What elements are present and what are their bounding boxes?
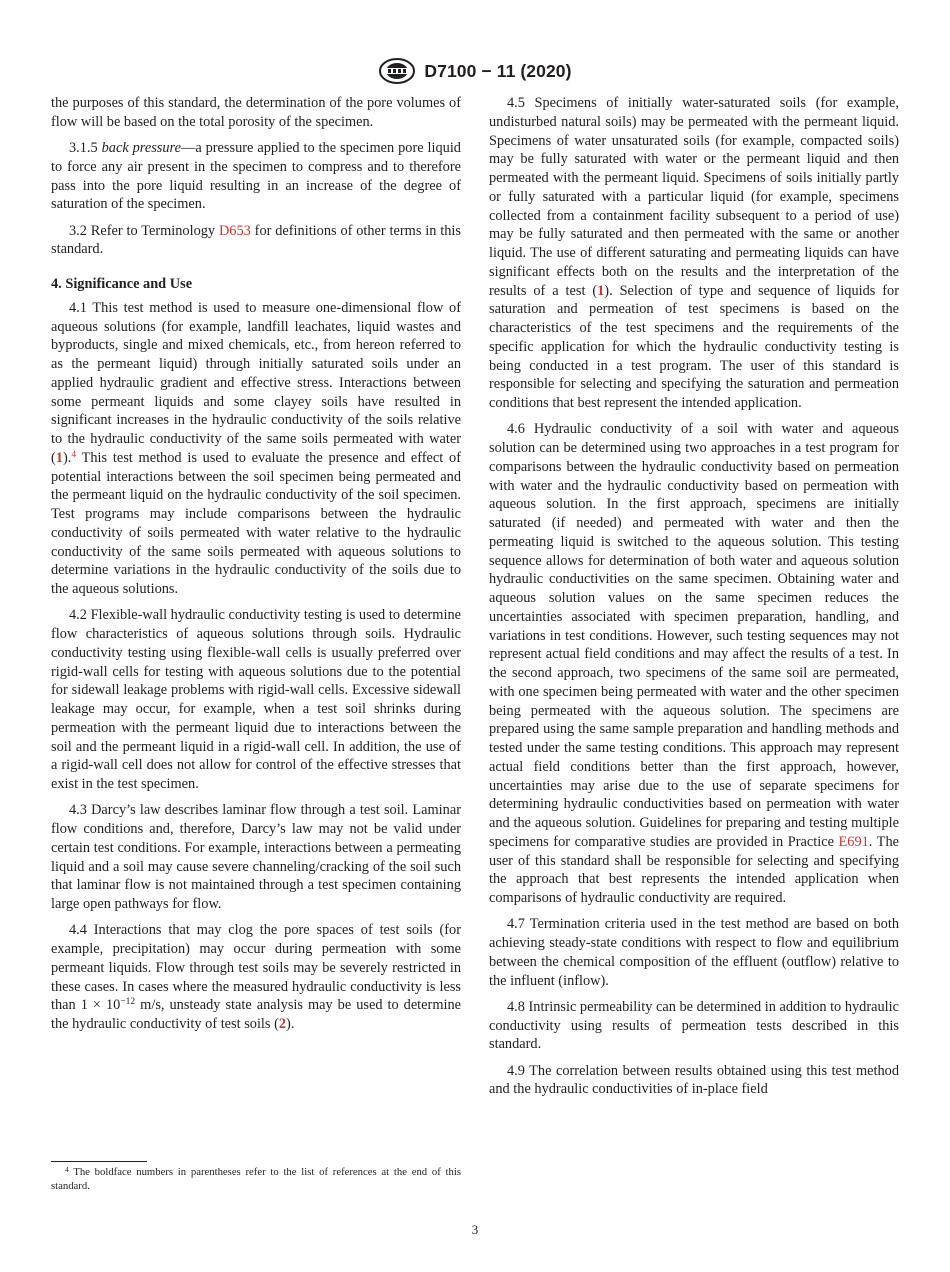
paragraph-3-1-5: 3.1.5 back pressure—a pressure applied to the specimen pore liquid to force any air present in the specimen to compress and to therefore pass into the pore liquid resulting in an increase of the degree of saturation of the specimen. bbox=[51, 140, 461, 213]
page-header bbox=[0, 56, 950, 86]
paragraph-4-5: 4.5 Specimens of initially water-saturated soils (for example, undisturbed natural soils) may be permeated with the permeant liquid. Specimens of water unsaturated soils (for example, compacted soils) may be fully saturated with water or the permeant liquid and then permeated with the permeant liquid. Specimens of soils initially partly or fully saturated with a particular liquid (for example, specimens collected from a containment facility subsequent to a period of use) may be fully saturated and then permeated with the same or another liquid. The use of different saturating and permeating liquids can have significant effects both on the results and the interpretation of the results of a test (1). Selection of type and sequence of liquids for saturation and permeation of test specimens is based on the characteristics of the test specimens and the requirements of the specific application for which the hydraulic conductivity testing is being conducted in a test program. The user of this standard is responsible for selecting and specifying the saturation and permeation conditions that best represent the intended application. bbox=[489, 95, 899, 411]
term-back-pressure: back pressure bbox=[101, 140, 181, 156]
link-e691[interactable]: E691 bbox=[838, 833, 869, 850]
paragraph-continued: the purposes of this standard, the determination of the pore volumes of flow will be based on the total porosity of the specimen. bbox=[51, 95, 461, 130]
paragraph-4-1: 4.1 This test method is used to measure one-dimensional flow of aqueous solutions (for example, landfill leachates, liquid wastes and byproducts, single and mixed chemicals, etc., from hereon referred to as the permeant liquid) through initially saturated soils under an applied hydraulic gradient and effective stress. Interactions between some permeant liquids and some clayey soils have resulted in significant increases in the hydraulic conductivity of the soils relative to the hydraulic conductivity of the same soils permeated with water (1).$^4$ This test method is used to evaluate the presence and effect of potential interactions between the soil specimen being permeated and the permeant liquid on the hydraulic conductivity of the soil specimen. Test programs may include comparisons between the hydraulic conductivity of soils permeated with water relative to the hydraulic conductivity of the same soils permeated with aqueous solutions to determine variations in the hydraulic conductivity of the soils due to the aqueous solutions. bbox=[51, 299, 461, 597]
reference-link-1[interactable]: 1 bbox=[55, 449, 63, 466]
left-column bbox=[51, 94, 461, 1041]
footnote-4: $^4$ The boldface numbers in parentheses refer to the list of references at the end of this standard. bbox=[51, 1165, 461, 1193]
reference-link-1[interactable]: 1 bbox=[597, 282, 605, 299]
paragraph-4-2: 4.2 Flexible-wall hydraulic conductivity testing is used to determine flow characteristics of aqueous solutions through soils. Hydraulic conductivity testing using flexible-wall cells is usually preferred over rigid-wall cells for testing with aqueous solutions due to the potential for sidewall leakage problems with rigid-wall cells. Excessive sidewall leakage may occur, for example, when a test soil shrinks during permeation with the permeant liquid due to interactions between the soil and the permeant liquid in a rigid-wall cell. In addition, the use of a rigid-wall cell does not allow for control of the effective stresses that exist in the test specimen. bbox=[51, 607, 461, 792]
footnote-divider bbox=[51, 1161, 147, 1162]
paragraph-4-4: 4.4 Interactions that may clog the pore spaces of test soils (for example, precipitation) may occur during permeation with some permeant liquids. Flow through test soils may be severely restricted in these cases. In cases where the measured hydraulic conductivity is less than $1 \times 10^{-12}$ m/s, unsteady state analysis may be used to determine the hydraulic conductivity of test soils (2). bbox=[51, 922, 461, 1032]
paragraph-4-3: 4.3 Darcy’s law describes laminar flow through a test soil. Laminar flow conditions and, therefore, Darcy’s law may not be valid under certain test conditions. For example, interactions between a permeating liquid and a soil may cause severe channeling/cracking of the soil such that laminar flow is not maintained through a test specimen containing large open pathways for flow. bbox=[51, 802, 461, 912]
paragraph-4-8: 4.8 Intrinsic permeability can be determined in addition to hydraulic conductivity using results of permeation tests described in this standard. bbox=[489, 998, 899, 1053]
paragraph-4-9: 4.9 The correlation between results obtained using this test method and the hydraulic conductivities of in-place field bbox=[489, 1062, 899, 1098]
right-column bbox=[489, 94, 899, 1107]
standard-designation: D7100 − 11 (2020) bbox=[424, 60, 572, 81]
page-number: 3 bbox=[471, 1222, 479, 1237]
paragraph-4-6: 4.6 Hydraulic conductivity of a soil with water and aqueous solution can be determined using two approaches in a test program for comparisons between the hydraulic conductivity based on permeation with water and the hydraulic conductivity based on permeation with aqueous solution. In the first approach, specimens are initially saturated (if needed) and permeated with water and then the permeating liquid is switched to the aqueous solution. This testing sequence allows for determination of both water and aqueous solution hydraulic conductivities on the same specimen. Obtaining water and aqueous solution values on the same specimen reduces the uncertainties associated with specimen preparation, handling, and variations in test conditions. However, such testing sequences may not represent actual field conditions and may affect the results of a test. In the second approach, two specimens of the same soil are permeated, with one specimen being permeated with water and the other specimen being permeated with the aqueous solution. The specimens are prepared using the same sample preparation and handling methods and tested under the same testing conditions. This approach may represent actual field conditions better than the first approach, however, uncertainties may arise due to the use of separate specimens for determining hydraulic conductivities based on permeation with water and the aqueous solution. Guidelines for preparing and testing multiple specimens for comparative studies are provided in Practice E691. The user of this standard shall be responsible for selecting and specifying the approach that best represents the intended application when comparisons of hydraulic conductivity are required. bbox=[489, 421, 899, 906]
paragraph-4-7: 4.7 Termination criteria used in the test method are based on both achieving steady-state conditions with respect to flow and equilibrium between the chemical composition of the effluent (outflow) relative to the influent (inflow). bbox=[489, 916, 899, 989]
link-d653[interactable]: D653 bbox=[218, 222, 251, 239]
reference-link-2[interactable]: 2 bbox=[278, 1016, 287, 1032]
paragraph-3-2: 3.2 Refer to Terminology D653 for definitions of other terms in this standard. bbox=[51, 222, 461, 258]
footnote-ref-4[interactable]: 4 bbox=[71, 449, 77, 460]
astm-logo-icon bbox=[378, 57, 416, 85]
section-heading-significance: 4. Significance and Use bbox=[51, 276, 193, 292]
